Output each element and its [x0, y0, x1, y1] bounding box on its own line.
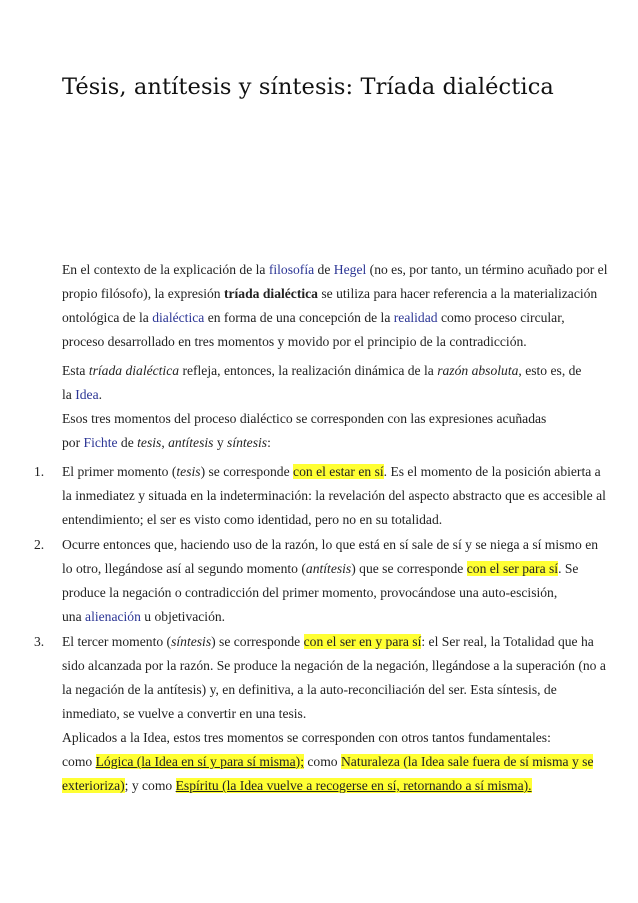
item3-line-4: inmediato, se vuelve a convertir en una tesis. — [62, 706, 307, 721]
highlight: con el ser en y para sí — [303, 634, 422, 649]
link-realidad[interactable]: realidad — [393, 310, 438, 325]
text: como — [303, 754, 341, 769]
item1-line-2: la inmediatez y situada en la indeterminación: la revelación del aspecto abstracto que es accesible al — [62, 488, 606, 503]
text: y — [213, 435, 228, 450]
para2-line-3: Esos tres momentos del proceso dialéctico se corresponden con las expresiones acuñadas — [62, 411, 547, 426]
text: se utiliza para hacer referencia a la materialización — [317, 286, 598, 301]
text: la — [62, 387, 76, 402]
text: lo otro, llegándose así al segundo momento ( — [62, 561, 306, 576]
item3-line-6 — [62, 753, 593, 771]
highlight: Naturaleza (la Idea sale fuera de sí misma y se — [340, 754, 594, 769]
item2-line-4 — [62, 608, 225, 626]
list-marker-3: 3. — [34, 634, 45, 649]
item2-line-1: Ocurre entonces que, haciendo uso de la razón, lo que está en sí sale de sí y se niega a sí mismo en — [62, 537, 599, 552]
highlight: Espíritu (la Idea vuelve a recogerse en sí, retornando a sí misma). — [175, 778, 532, 793]
text: ) que se corresponde — [351, 561, 467, 576]
text: propio filósofo), la expresión — [62, 286, 224, 301]
em-term: tesis — [137, 435, 162, 450]
item2-line-2 — [62, 560, 578, 578]
text: . Se — [558, 561, 579, 576]
text: . — [98, 387, 103, 402]
em-term: antítesis — [168, 435, 214, 450]
link-filosofia[interactable]: filosofía — [268, 262, 315, 277]
em-term: tríada dialéctica — [88, 363, 180, 378]
highlight: con el estar en sí — [293, 464, 384, 479]
link-idea[interactable]: Idea — [75, 387, 99, 402]
text: , esto es, de — [518, 363, 582, 378]
list-marker-2: 2. — [34, 537, 45, 552]
text: de — [314, 262, 334, 277]
em-term: antítesis — [305, 561, 352, 576]
text: , — [161, 435, 169, 450]
text: En el contexto de la explicación de la — [62, 262, 269, 277]
text: por — [62, 435, 84, 450]
text: ; y como — [124, 778, 176, 793]
link-alienacion[interactable]: alienación — [85, 609, 141, 624]
link-hegel[interactable]: Hegel — [333, 262, 367, 277]
text: ) se corresponde — [211, 634, 304, 649]
text: (no es, por tanto, un término acuñado por el — [366, 262, 608, 277]
highlight: Lógica (la Idea en sí y para sí misma); — [95, 754, 304, 769]
highlight: exterioriza) — [62, 778, 125, 793]
item3-line-2: sido alcanzada por la razón. Se produce la negación de la negación, llegándose a la superación (no a — [62, 658, 606, 673]
intro-line-1 — [62, 261, 608, 279]
em-term: síntesis — [171, 634, 212, 649]
text: El tercer momento ( — [62, 634, 172, 649]
item1-line-1 — [62, 463, 601, 481]
item3-line-5: Aplicados a la Idea, estos tres momentos se corresponden con otros tantos fundamentales: — [62, 730, 551, 745]
text: de — [117, 435, 138, 450]
para2-line-4 — [62, 434, 271, 452]
text: como — [62, 754, 96, 769]
link-fichte[interactable]: Fichte — [83, 435, 118, 450]
text: : el Ser real, la Totalidad que ha — [421, 634, 594, 649]
text: como proceso circular, — [437, 310, 565, 325]
text: ) se corresponde — [200, 464, 294, 479]
item1-line-3: entendimiento; el ser es visto como identidad, pero no en su totalidad. — [62, 512, 443, 527]
para2-line-1 — [62, 362, 581, 380]
em-term: razón absoluta — [437, 363, 519, 378]
item3-line-1 — [62, 633, 594, 651]
text: refleja, entonces, la realización dinámica de la — [179, 363, 438, 378]
text: una — [62, 609, 86, 624]
em-term: síntesis — [227, 435, 268, 450]
item3-line-3: la negación de la antítesis) y, en definitiva, a la auto-reconciliación del ser. Esta síntesis, de — [62, 682, 557, 697]
text: u objetivación. — [140, 609, 226, 624]
list-marker-1: 1. — [34, 464, 45, 479]
link-dialectica[interactable]: dialéctica — [152, 310, 205, 325]
page-title: Tésis, antítesis y síntesis: Tríada dialéctica — [62, 74, 554, 100]
item2-line-3: produce la negación o contradicción del primer momento, provocándose una auto-escisión, — [62, 585, 558, 600]
highlight: con el ser para sí — [466, 561, 559, 576]
text: Esta — [62, 363, 89, 378]
intro-line-2 — [62, 285, 597, 303]
bold-term: tríada dialéctica — [223, 286, 318, 301]
text: en forma de una concepción de la — [204, 310, 394, 325]
text: ontológica de la — [62, 310, 153, 325]
para2-line-2 — [62, 386, 102, 404]
text: . Es el momento de la posición abierta a — [383, 464, 601, 479]
intro-line-3 — [62, 309, 565, 327]
text: : — [267, 435, 271, 450]
text: El primer momento ( — [62, 464, 177, 479]
intro-line-4: proceso desarrollado en tres momentos y movido por el principio de la contradicción. — [62, 334, 527, 349]
em-term: tesis — [176, 464, 201, 479]
item3-line-7 — [62, 777, 532, 795]
